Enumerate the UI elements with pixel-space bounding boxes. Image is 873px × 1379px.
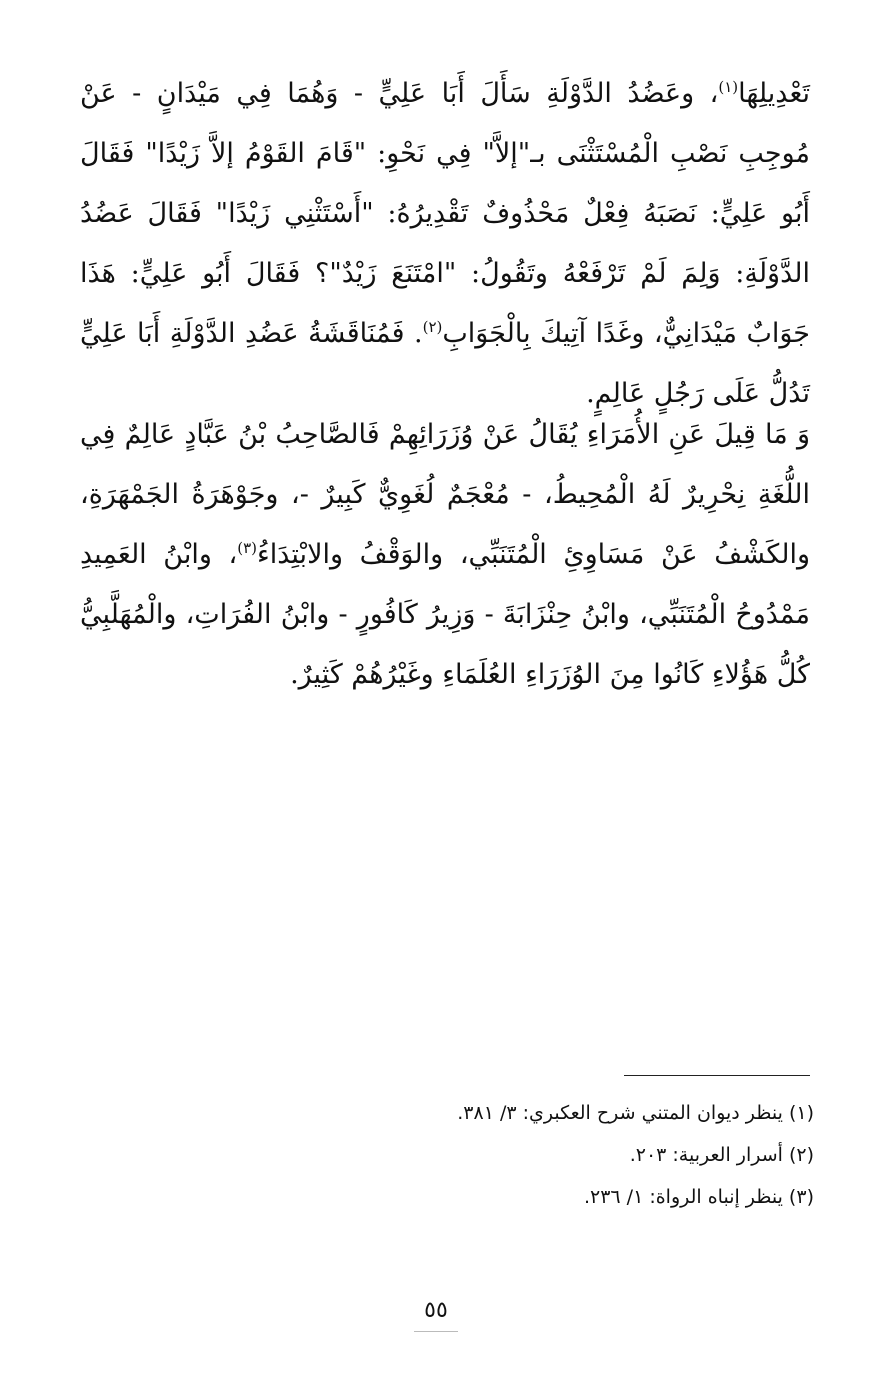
footnote-ref-2: (٢): [422, 318, 443, 336]
page-number: ٥٥: [424, 1298, 448, 1323]
footnotes: [300, 1092, 814, 1218]
footnote-2: (٢) أسرار العربية: ٢٠٣.: [629, 1144, 814, 1166]
footnote-separator: [624, 1075, 810, 1076]
footnote-1: (١) ينظر ديوان المتني شرح العكبري: ٣/ ٣٨١.: [457, 1102, 814, 1124]
page-number-underline: [414, 1331, 458, 1332]
paragraph-2: [80, 405, 810, 705]
footnote-ref-3: (٣): [237, 539, 258, 557]
paragraph-1-text-a: تَعْدِيلِهَا: [738, 78, 810, 109]
paragraph-2-text-b: ، وابْنُ العَمِيدِ مَمْدُوحُ الْمُتَنَبِّي، وابْنُ حِنْزَابَةَ - وَزِيرُ كَافُورٍ - وابْنُ الفُرَاتِ، والْمُهَلَّبِيُّ كُلُّ هَؤُلاءِ كَانُوا مِنَ الوُزَرَاءِ العُلَمَاءِ وغَيْرُهُمْ كَثِيرٌ.: [80, 539, 810, 690]
paragraph-1: [80, 64, 810, 424]
paragraph-1-text-b: ، وعَضُدُ الدَّوْلَةِ سَأَلَ أَبَا عَلِيٍّ - وَهُمَا فِي مَيْدَانٍ - عَنْ مُوجِبِ نَصْبِ الْمُسْتَثْنَى بـ"إلاَّ" فِي نَحْوِ: "قَامَ القَوْمُ إلاَّ زَيْدًا" فَقَالَ أَبُو عَلِيٍّ: نَصَبَهُ فِعْلٌ مَحْذُوفٌ تَقْدِيرُهُ: "أَسْتَثْنِي زَيْدًا" فَقَالَ عَضُدُ الدَّوْلَةِ: وَلِمَ لَمْ تَرْفَعْهُ وتَقُولُ: "امْتَنَعَ زَيْدٌ"؟ فَقَالَ أَبُو عَلِيٍّ: هَذَا جَوَابٌ مَيْدَانِيٌّ، وغَدًا آتِيكَ بِالْجَوَابِ: [80, 78, 810, 349]
footnote-ref-1: (١): [718, 78, 739, 96]
paragraph-2-text-a: وَ مَا قِيلَ عَنِ الأُمَرَاءِ يُقَالُ عَنْ وُزَرَائِهِمْ فَالصَّاحِبُ بْنُ عَبَّادٍ عَالِمٌ فِي اللُّغَةِ نِحْرِيرٌ لَهُ الْمُحِيطُ، - مُعْجَمٌ لُغَوِيٌّ كَبِيرٌ -، وجَوْهَرَةُ الجَمْهَرَةِ، والكَشْفُ عَنْ مَسَاوِئِ الْمُتَنَبِّي، والوَقْفُ والابْتِدَاءُ: [80, 419, 810, 570]
footnote-3: (٣) ينظر إنباه الرواة: ١/ ٢٣٦.: [583, 1186, 814, 1208]
paragraph-1-text-c: . فَمُنَاقَشَةُ عَضُدِ الدَّوْلَةِ أَبَا عَلِيٍّ تَدُلُّ عَلَى رَجُلٍ عَالِمٍ.: [80, 318, 810, 409]
